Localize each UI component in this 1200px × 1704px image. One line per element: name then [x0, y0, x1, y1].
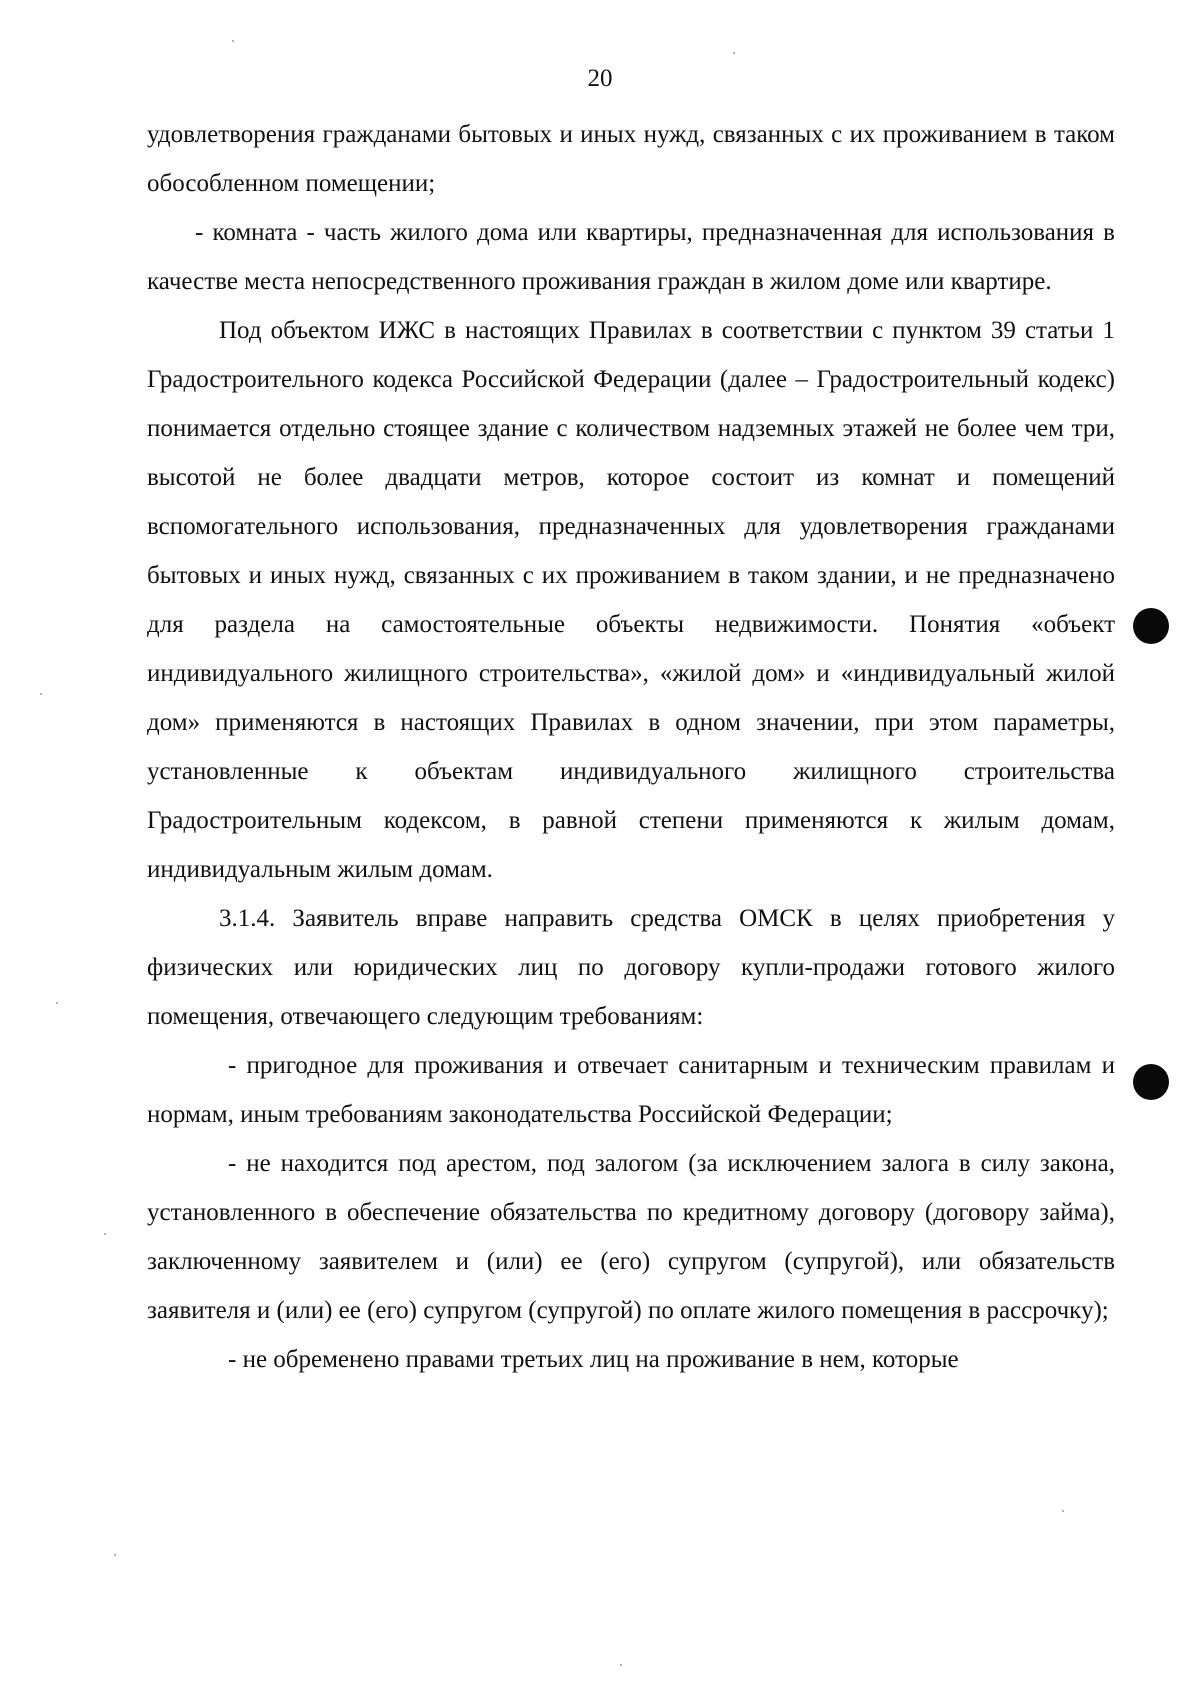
paragraph-izhs-definition: Под объектом ИЖС в настоящих Правилах в соответствии с пунктом 39 статьи 1 Градостроительного кодекса Российской Федерации (далее – Градостроительный кодекс) понимается отдельно стоящее здание с количеством надземных этажей не более чем три, высотой не более двадцати метров, которое состоит из комнат и помещений вспомогательного использования, предназначенных для удовлетворения гражданами бытовых и иных нужд, связанных с их проживанием в таком здании, и не предназначено для раздела на самостоятельные объекты недвижимости. Понятия «объект индивидуального жилищного строительства», «жилой дом» и «индивидуальный жилой дом» применяются в настоящих Правилах в одном значении, при этом параметры, установленные к объектам индивидуального жилищного строительства Градостроительным кодексом, в равной степени применяются к жилым домам, индивидуальным жилым домам.: [147, 317, 1115, 883]
scan-speck: [1062, 1510, 1064, 1512]
paragraph-room-definition: - комната - часть жилого дома или квартиры, предназначенная для использования в качестве места непосредственного проживания граждан в жилом доме или квартире.: [147, 219, 1115, 295]
hole-punch-mark: [1133, 1064, 1169, 1100]
scan-speck: [620, 1664, 622, 1666]
scan-speck: [40, 693, 42, 695]
scan-speck: [56, 1002, 58, 1004]
scan-speck: [232, 40, 234, 42]
paragraph-continuation: удовлетворения гражданами бытовых и иных нужд, связанных с их проживанием в таком обособленном помещении;: [147, 121, 1115, 197]
scan-speck: [733, 52, 735, 54]
paragraph-requirement-no-encumbrance: - не обременено правами третьих лиц на проживание в нем, которые: [228, 1346, 959, 1373]
scan-speck: [114, 1554, 116, 1556]
paragraph-clause-3-1-4: 3.1.4. Заявитель вправе направить средства ОМСК в целях приобретения у физических или юридических лиц по договору купли-продажи готового жилого помещения, отвечающего следующим требованиям:: [147, 905, 1115, 1030]
document-body: [147, 110, 1115, 1384]
paragraph-requirement-habitable: - пригодное для проживания и отвечает санитарным и техническим правилам и нормам, иным требованиям законодательства Российской Федерации;: [147, 1052, 1115, 1128]
scan-speck: [104, 1233, 106, 1235]
paragraph-requirement-no-arrest: - не находится под арестом, под залогом (за исключением залога в силу закона, установленного в обеспечение обязательства по кредитному договору (договору займа), заключенному заявителем и (или) ее (его) супругом (супругой), или обязательств заявителя и (или) ее (его) супругом (супругой) по оплате жилого помещения в рассрочку);: [147, 1150, 1115, 1324]
hole-punch-mark: [1133, 608, 1169, 644]
page-number: 20: [587, 65, 613, 92]
